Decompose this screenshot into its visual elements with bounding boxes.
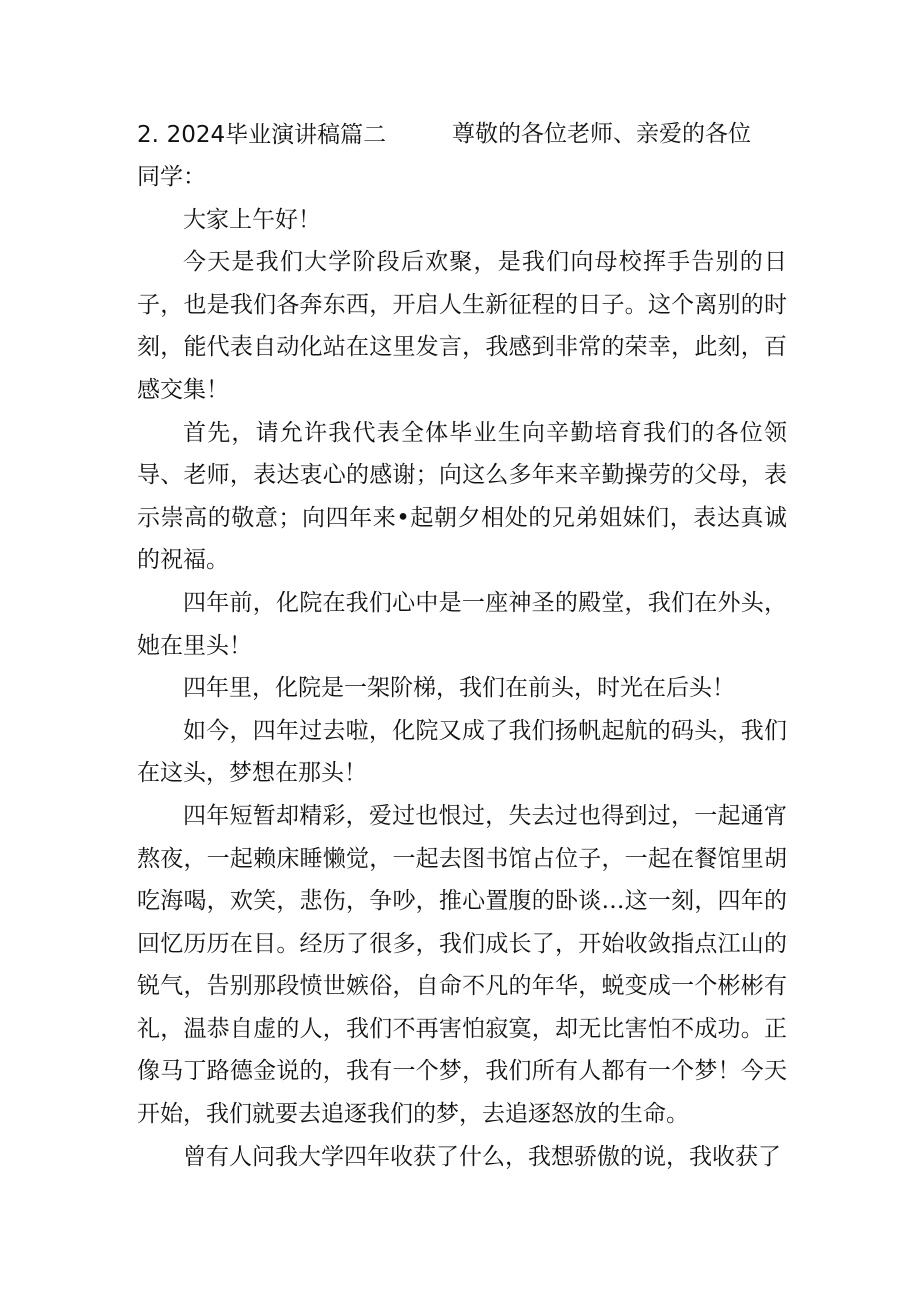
salutation-continued: 同学： xyxy=(137,164,206,190)
heading-line xyxy=(137,114,787,154)
body-paragraph: 四年短暂却精彩，爱过也恨过，失去过也得到过，一起通宵熬夜，一起赖床睡懒觉，一起去图书馆占位子，一起在餐馆里胡吃海喝，欢笑，悲伤，争吵，推心置腹的卧谈…这一刻，四年的回忆历历在目。经历了很多，我们成长了，开始收敛指点江山的锐气，告别那段愤世嫉俗，自命不凡的年华，蜕变成一个彬彬有礼，温恭自虚的人，我们不再害怕寂寞，却无比害怕不成功。正像马丁路德金说的，我有一个梦，我们所有人都有一个梦！今天开始，我们就要去追逐我们的梦，去追逐怒放的生命。 xyxy=(137,802,787,1128)
salutation: 尊敬的各位老师、亲爱的各位 xyxy=(452,121,751,147)
section-number: 2. xyxy=(137,122,159,148)
body-paragraph: 四年前，化院在我们心中是一座神圣的殿堂，我们在外头，她在里头！ xyxy=(137,589,787,659)
speech-title: 2024毕业演讲稿篇二 xyxy=(166,122,387,148)
body-paragraph: 如今，四年过去啦，化院又成了我们扬帆起航的码头，我们在这头，梦想在那头！ xyxy=(137,717,787,787)
body-paragraph: 曾有人问我大学四年收获了什么，我想骄傲的说，我收获了 xyxy=(183,1143,781,1170)
greeting-paragraph: 大家上午好！ xyxy=(183,206,321,233)
body-paragraph: 今天是我们大学阶段后欢聚，是我们向母校挥手告别的日子，也是我们各奔东西，开启人生新征程的日子。这个离别的时刻，能代表自动化站在这里发言，我感到非常的荣幸，此刻，百感交集！ xyxy=(137,249,787,403)
document-body xyxy=(137,114,787,1178)
body-paragraph: 首先，请允许我代表全体毕业生向辛勤培育我们的各位领导、老师，表达衷心的感谢；向这么多年来辛勤操劳的父母，表示崇高的敬意；向四年来•起朝夕相处的兄弟姐妹们，表达真诚的祝福。 xyxy=(137,419,787,574)
body-paragraph: 四年里，化院是一架阶梯，我们在前头，时光在后头！ xyxy=(183,675,735,702)
